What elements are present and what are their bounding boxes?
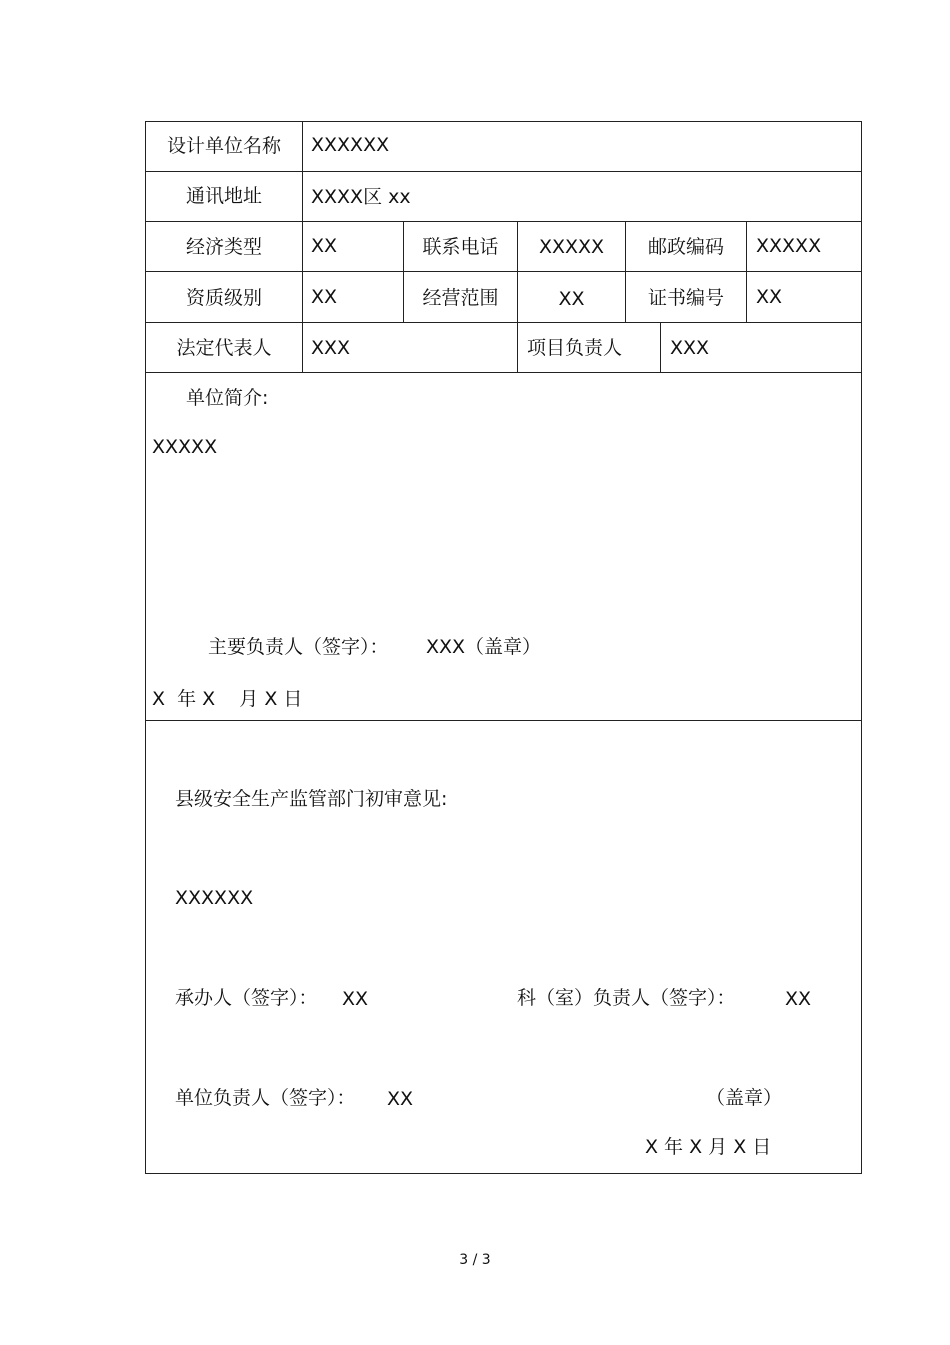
row-divider <box>145 171 862 172</box>
section-head-label: 科（室）负责人（签字）： <box>517 987 736 1009</box>
qualification-label: 资质级别 <box>185 287 262 309</box>
row-divider <box>145 221 862 222</box>
phone-value[interactable]: XXXXX <box>538 236 605 258</box>
address-value[interactable]: XXXX区 xx <box>311 186 411 208</box>
intro-signer-label: 主要负责人（签字）： <box>208 636 389 658</box>
intro-heading: 单位简介: <box>186 387 269 409</box>
postcode-value[interactable]: XXXXX <box>756 235 822 257</box>
column-divider <box>746 221 747 322</box>
handler-label: 承办人（签字）： <box>175 987 318 1009</box>
cert-no-label: 证书编号 <box>647 287 724 309</box>
legal-rep-label: 法定代表人 <box>176 337 272 359</box>
page-number: 3 / 3 <box>459 1252 491 1268</box>
intro-content[interactable]: XXXXX <box>152 436 218 458</box>
economy-type-label: 经济类型 <box>185 236 262 258</box>
review-date[interactable]: X 年 X 月 X 日 <box>645 1136 772 1158</box>
row-divider <box>145 271 862 272</box>
handler-value[interactable]: XX <box>342 988 369 1010</box>
section-head-value[interactable]: XX <box>785 988 812 1010</box>
business-scope-label: 经营范围 <box>422 287 499 309</box>
unit-head-label: 单位负责人（签字）： <box>175 1087 356 1109</box>
column-divider <box>660 322 661 373</box>
intro-signer-value[interactable]: XXX（盖章） <box>426 636 542 658</box>
qualification-value[interactable]: XX <box>311 286 338 308</box>
business-scope-value[interactable]: XX <box>558 288 585 310</box>
unit-head-value[interactable]: XX <box>387 1088 414 1110</box>
project-lead-label: 项目负责人 <box>527 337 623 359</box>
design-unit-label: 设计单位名称 <box>166 135 281 157</box>
phone-label: 联系电话 <box>422 236 499 258</box>
review-heading: 县级安全生产监管部门初审意见: <box>175 788 448 810</box>
review-content[interactable]: XXXXXX <box>175 887 254 909</box>
intro-date[interactable]: X 年 X 月 X 日 <box>152 688 303 710</box>
seal-label: （盖章） <box>706 1087 783 1109</box>
row-divider <box>145 322 862 323</box>
postcode-label: 邮政编码 <box>647 236 724 258</box>
row-divider <box>145 372 862 373</box>
design-unit-value[interactable]: XXXXXX <box>311 134 390 156</box>
economy-type-value[interactable]: XX <box>311 235 338 257</box>
address-label: 通讯地址 <box>185 185 262 207</box>
section-divider <box>145 720 862 721</box>
legal-rep-value[interactable]: XXX <box>311 337 351 359</box>
project-lead-value[interactable]: XXX <box>670 337 710 359</box>
cert-no-value[interactable]: XX <box>756 286 783 308</box>
column-divider <box>302 121 303 373</box>
